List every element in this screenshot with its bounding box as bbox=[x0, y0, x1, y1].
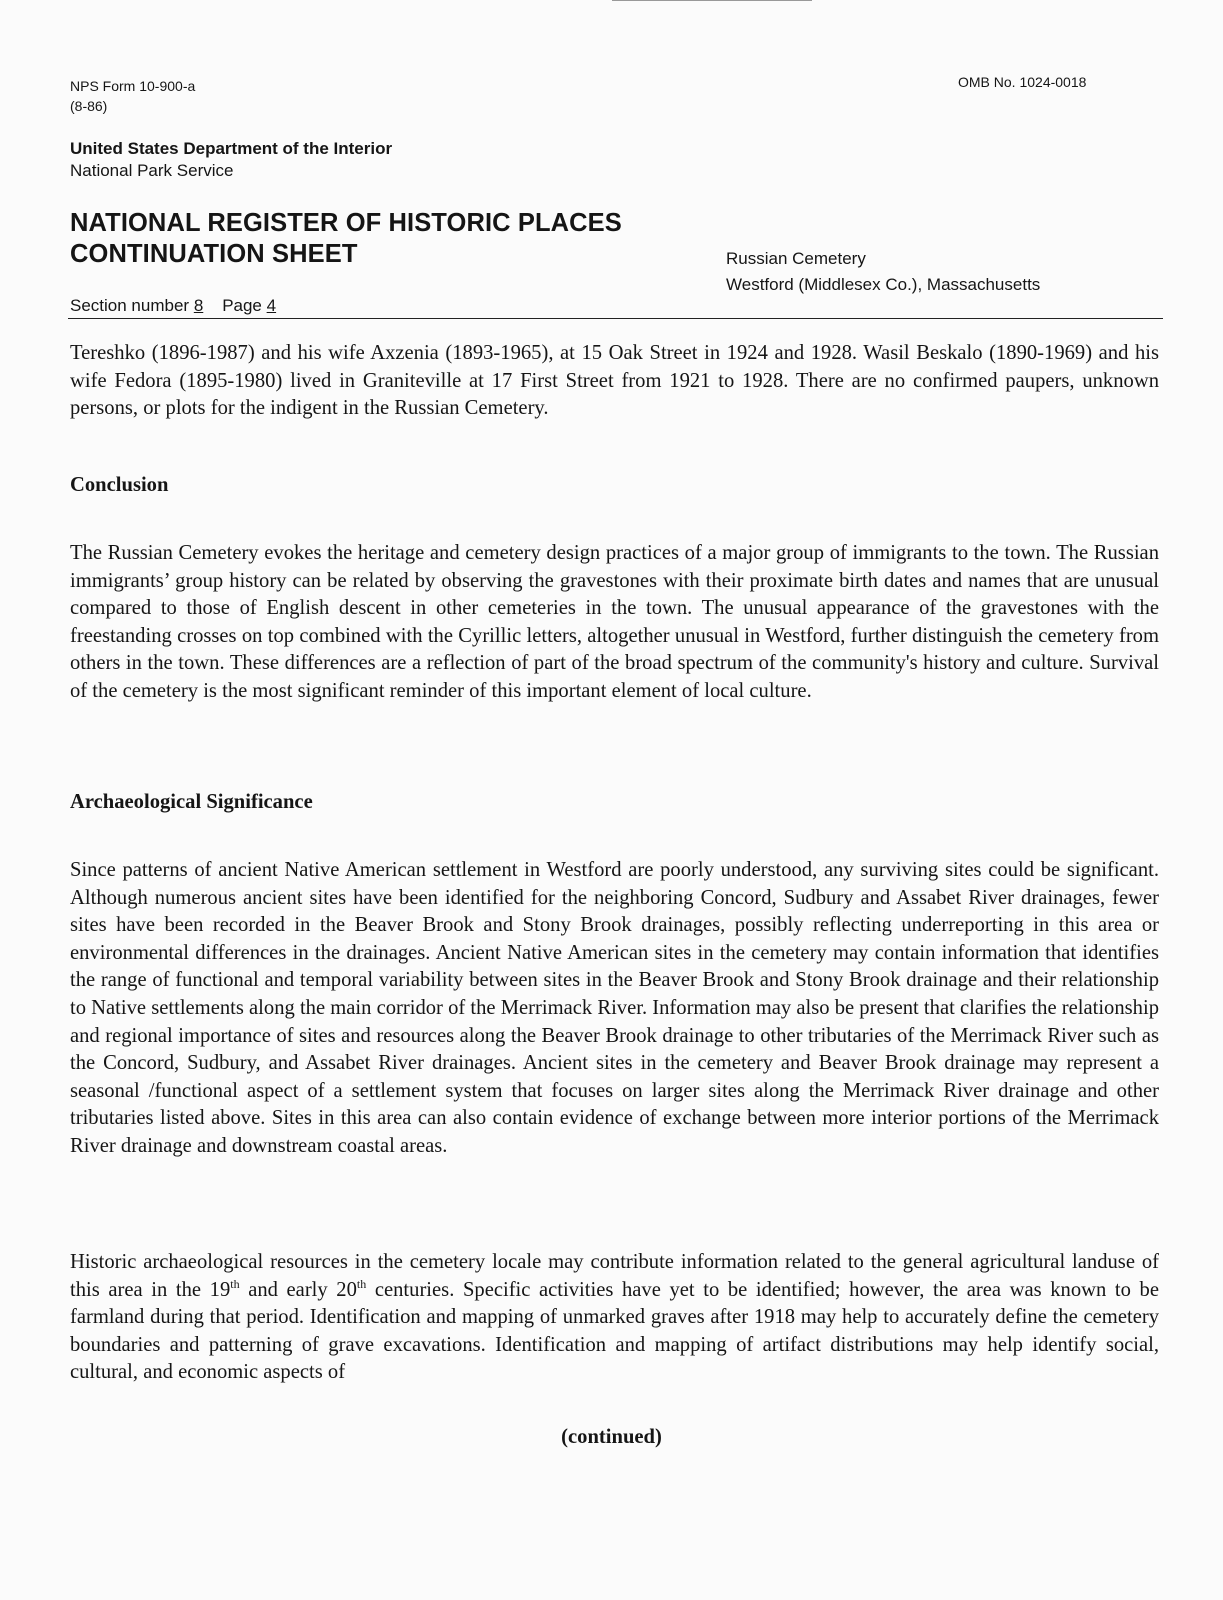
agency-block bbox=[70, 138, 392, 182]
conclusion-heading: Conclusion bbox=[70, 474, 169, 496]
paragraph-2-part-1: Historic archaeological resources in the cemetery locale may contribute information related to the general agricultural landuse of this area in the 19 bbox=[70, 1251, 1159, 1301]
conclusion-paragraph: The Russian Cemetery evokes the heritage and cemetery design practices of a major group of immigrants to the town. The Russian immigrants’ group history can be related by observing the gravestones with their proximate birth dates and names that are unusual compared to those of English descent in other cemeteries in the town. The unusual appearance of the gravestones with the freestanding crosses on top combined with the Cyrillic letters, altogether unusual in Westford, further distinguish the cemetery from others in the town. These differences are a reflection of part of the broad spectrum of the community's history and culture. Survival of the cemetery is the most significant reminder of this important element of local culture. bbox=[70, 542, 1159, 702]
department-name: United States Department of the Interior bbox=[70, 139, 393, 158]
section-number: 8 bbox=[193, 296, 204, 315]
header-divider bbox=[68, 318, 1163, 319]
paragraph-2-part-3: centuries. Specific activities have yet to be identified; however, the area was known to be farmland during that period. Identification and mapping of unmarked graves after 1918 may help to accurately define the cemetery boundaries and patterning of grave excavations. Identification and mapping of artifact distributions may help identify social, cultural, and economic aspects of bbox=[70, 1278, 1159, 1384]
scan-edge-line bbox=[612, 0, 812, 1]
ordinal-suffix-1: th bbox=[230, 1276, 240, 1291]
form-number-block bbox=[70, 76, 195, 116]
property-name: Russian Cemetery bbox=[726, 249, 866, 268]
page-number: 4 bbox=[266, 296, 277, 315]
title-line-1: NATIONAL REGISTER OF HISTORIC PLACES bbox=[70, 209, 622, 237]
document-title bbox=[70, 208, 622, 270]
section-label: Section number bbox=[70, 296, 190, 315]
archaeology-heading: Archaeological Significance bbox=[70, 791, 313, 813]
form-number: NPS Form 10-900-a bbox=[70, 78, 196, 94]
archaeology-paragraph-2 bbox=[70, 1249, 1159, 1387]
continued-note: (continued) bbox=[561, 1426, 662, 1448]
section-page-line bbox=[70, 296, 276, 316]
agency-name: National Park Service bbox=[70, 161, 234, 180]
archaeology-paragraph-1: Since patterns of ancient Native American settlement in Westford are poorly understood, any surviving sites could be significant. Although numerous ancient sites have been identified for the neighboring Concord, Sudbury and Assabet River drainages, fewer sites have been recorded in the Beaver Brook and Stony Brook drainages, possibly reflecting underreporting in this area or environmental differences in the drainages. Ancient Native American sites in the cemetery may contain information that identifies the range of functional and temporal variability between sites in the Beaver Brook and Stony Brook drainage and their relationship to Native settlements along the main corridor of the Merrimack River. Information may also be present that clarifies the relationship and regional importance of sites and resources along the Beaver Brook drainage to other tributaries of the Merrimack River such as the Concord, Sudbury, and Assabet River drainages. Ancient sites in the cemetery and Beaver Brook drainage may represent a seasonal /functional aspect of a settlement system that focuses on larger sites along the Merrimack River drainage and other tributaries listed above. Sites in this area can also contain evidence of exchange between more interior portions of the Merrimack River drainage and downstream coastal areas. bbox=[70, 859, 1159, 1157]
intro-paragraph: Tereshko (1896-1987) and his wife Axzenia (1893-1965), at 15 Oak Street in 1924 and 1928. Wasil Beskalo (1890-1969) and his wife Fedora (1895-1980) lived in Graniteville at 17 First Street from 1921 to 1928. There are no confirmed paupers, unknown persons, or plots for the indigent in the Russian Cemetery. bbox=[70, 342, 1159, 420]
title-line-2: CONTINUATION SHEET bbox=[70, 240, 358, 268]
property-location: Westford (Middlesex Co.), Massachusetts bbox=[726, 275, 1041, 294]
form-date: (8-86) bbox=[70, 98, 108, 114]
page-label: Page bbox=[222, 296, 262, 315]
property-block bbox=[726, 246, 1040, 298]
omb-number: OMB No. 1024-0018 bbox=[958, 74, 1087, 90]
ordinal-suffix-2: th bbox=[356, 1276, 367, 1291]
paragraph-2-part-2: and early 20 bbox=[239, 1278, 357, 1301]
